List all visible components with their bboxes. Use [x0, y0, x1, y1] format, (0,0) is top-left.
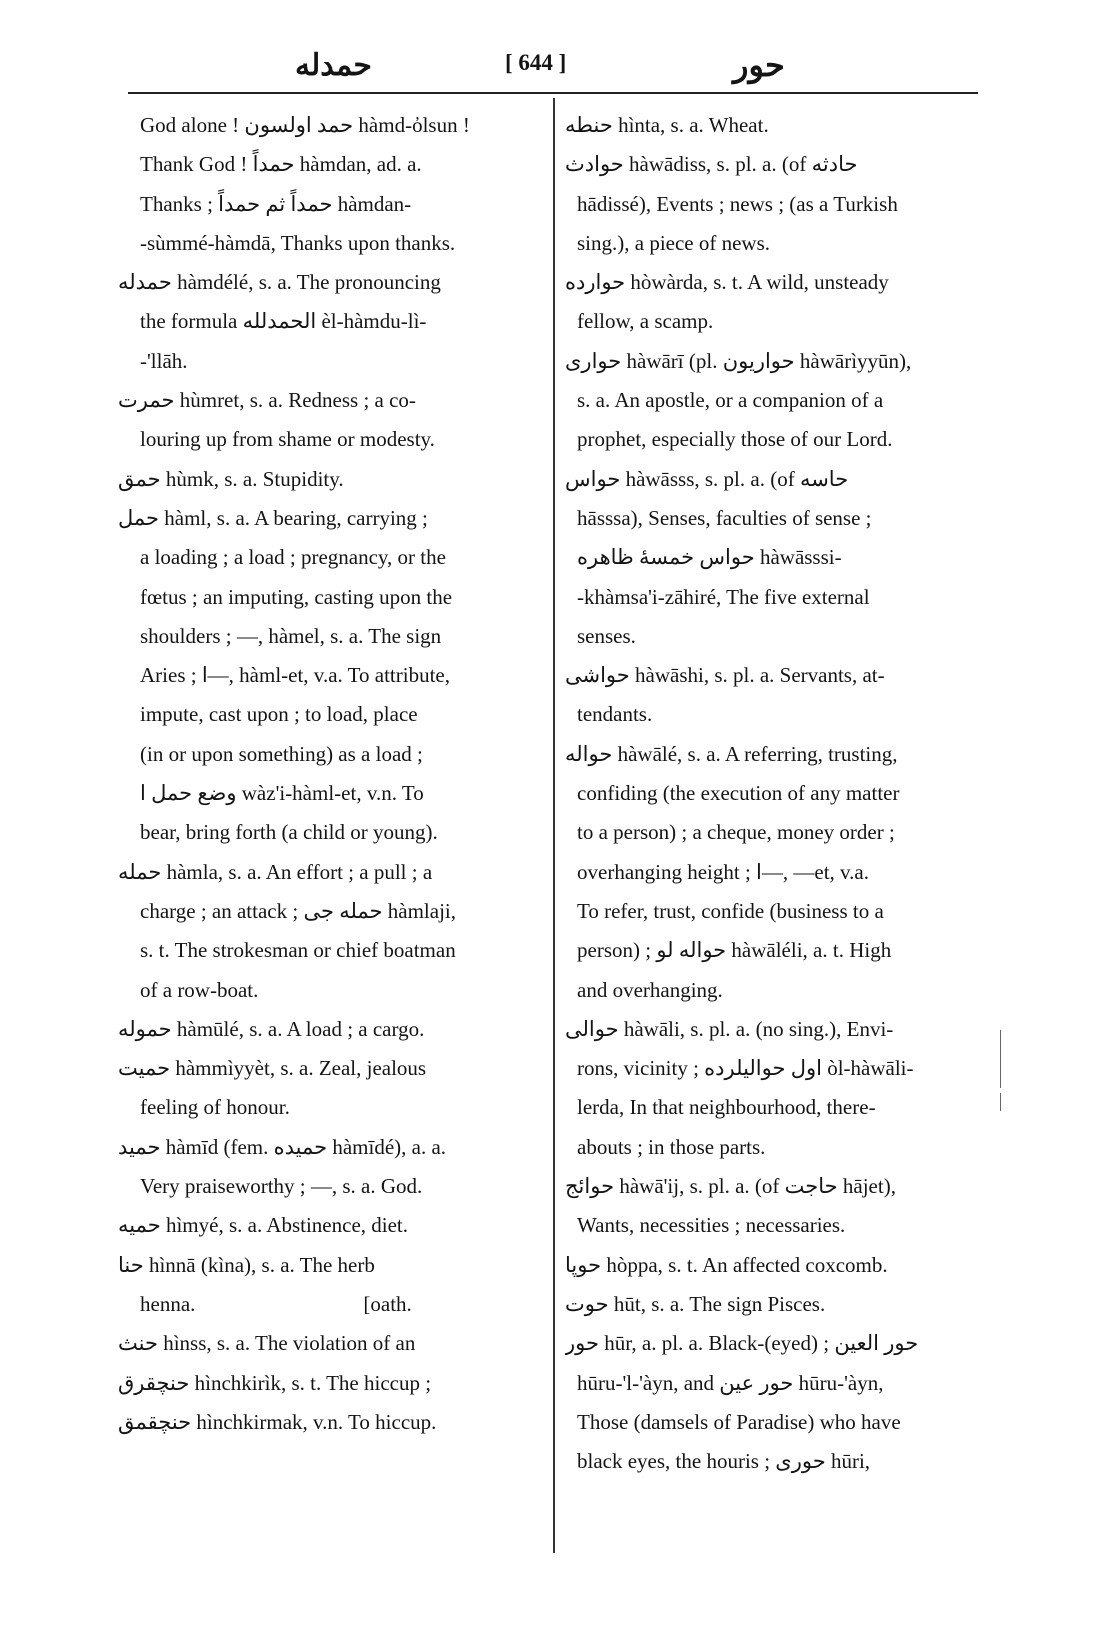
margin-mark — [1000, 1030, 1001, 1088]
text-line: s. t. The strokesman or chief boatman — [140, 938, 456, 963]
text-line: Very praiseworthy ; —, s. a. God. — [140, 1174, 423, 1199]
text-line: حواس خمسهٔ ظاهره hàwāsssi- — [577, 545, 842, 570]
entry-line: حنچقمق hìnchkirmak, v.n. To hiccup. — [118, 1409, 437, 1434]
text-line: abouts ; in those parts. — [577, 1134, 766, 1159]
text-line: shoulders ; —, hàmel, s. a. The sign — [140, 623, 442, 648]
text-line: the formula الحمدلله èl-hàmdu-lì- — [140, 309, 427, 334]
entry-line: حمرت hùmret, s. a. Redness ; a co- — [118, 388, 416, 413]
left-column — [118, 106, 537, 1442]
text-line: hūru-'l-'àyn, and حور عین hūru-'àyn, — [577, 1370, 884, 1395]
text-line: charge ; an attack ; حمله جی hàmlaji, — [140, 898, 457, 923]
text-line: louring up from shame or modesty. — [140, 427, 435, 452]
text-line: feeling of honour. — [140, 1095, 290, 1120]
entry-line: حوادث hàwādiss, s. pl. a. (of حادثه — [565, 152, 858, 177]
text-line: وضع حمل ا wàz'i-hàml-et, v.n. To — [140, 781, 424, 806]
text-line: hādissé), Events ; news ; (as a Turkish — [577, 191, 898, 216]
text-line: of a row-boat. — [140, 977, 259, 1002]
text-line: to a person) ; a cheque, money order ; — [577, 820, 895, 845]
left-running-headword: حمدله — [295, 49, 372, 82]
text-line: Those (damsels of Paradise) who have — [577, 1409, 901, 1434]
text-line: henna. [oath. — [140, 1291, 412, 1316]
entry-line: حنچقرق hìnchkirìk, s. t. The hiccup ; — [118, 1370, 432, 1395]
entry-line: حوپا hòppa, s. t. An affected coxcomb. — [565, 1252, 888, 1277]
text-line: Thanks ; حمداً ثم حمداً hàmdan- — [140, 191, 412, 216]
entry-line: حموله hàmūlé, s. a. A load ; a cargo. — [118, 1016, 425, 1041]
text-line: Thank God ! حمداً hàmdan, ad. a. — [140, 152, 422, 177]
text-line: impute, cast upon ; to load, place — [140, 702, 418, 727]
entry-line: حنطه hìnta, s. a. Wheat. — [565, 113, 769, 137]
text-line: God alone ! حمد اولسون hàmd-ὀlsun ! — [140, 113, 470, 137]
entry-line: حوت hūt, s. a. The sign Pisces. — [565, 1291, 826, 1316]
text-line: -khàmsa'i-zāhiré, The five external — [577, 584, 870, 609]
text-line: s. a. An apostle, or a companion of a — [577, 388, 884, 413]
text-line: black eyes, the houris ; حوری hūri, — [577, 1449, 871, 1474]
entry-line: حواری hàwārī (pl. حواریون hàwārìyyūn), — [565, 348, 912, 373]
text-line: Aries ; ا—, hàml-et, v.a. To attribute, — [140, 663, 450, 688]
text-line: fœtus ; an imputing, casting upon the — [140, 584, 453, 609]
entry-line: حواله hàwālé, s. a. A referring, trusting, — [565, 741, 898, 766]
entry-line: حنا hìnnā (kìna), s. a. The herb — [118, 1252, 375, 1277]
header-rule — [128, 92, 978, 94]
entry-line: حواشی hàwāshi, s. pl. a. Servants, at- — [565, 663, 885, 688]
entry-line: حواس hàwāsss, s. pl. a. (of حاسه — [565, 466, 849, 491]
entry-line: حمدله hàmdélé, s. a. The pronouncing — [118, 270, 441, 295]
text-line: hāsssa), Senses, faculties of sense ; — [577, 505, 872, 530]
text-line: Wants, necessities ; necessaries. — [577, 1213, 846, 1238]
entry-line: حوالی hàwāli, s. pl. a. (no sing.), Envi- — [565, 1016, 894, 1041]
text-line: confiding (the execution of any matter — [577, 781, 900, 806]
text-line: To refer, trust, confide (business to a — [577, 898, 884, 923]
text-line: sing.), a piece of news. — [577, 230, 771, 255]
entry-line: حمله hàmla, s. a. An effort ; a pull ; a — [118, 859, 433, 884]
entry-line: حمید hàmīd (fem. حمیده hàmīdé), a. a. — [118, 1134, 447, 1159]
column-divider — [553, 98, 555, 1553]
text-line: prophet, especially those of our Lord. — [577, 427, 893, 452]
text-line: overhanging height ; ا—, —et, v.a. — [577, 859, 870, 884]
text-line: and overhanging. — [577, 977, 723, 1002]
entry-line: حمل hàml, s. a. A bearing, carrying ; — [118, 505, 428, 530]
text-line: bear, bring forth (a child or young). — [140, 820, 438, 845]
margin-mark — [1000, 1093, 1001, 1111]
page-header — [135, 40, 970, 92]
text-line: -sùmmé-hàmdā, Thanks upon thanks. — [140, 230, 456, 255]
entry-line: حور hūr, a. pl. a. Black-(eyed) ; حور العین — [565, 1331, 919, 1356]
entry-line: حمیه hìmyé, s. a. Abstinence, diet. — [118, 1213, 409, 1238]
entry-line: حمق hùmk, s. a. Stupidity. — [118, 466, 344, 491]
right-column — [565, 106, 985, 1481]
text-line: tendants. — [577, 702, 653, 727]
right-running-headword: حور — [733, 47, 785, 83]
text-line: -'llāh. — [140, 348, 188, 373]
text-line: fellow, a scamp. — [577, 309, 714, 334]
text-line: lerda, In that neighbourhood, there- — [577, 1095, 876, 1120]
text-line: (in or upon something) as a load ; — [140, 741, 423, 766]
entry-line: حمیت hàmmìyyèt, s. a. Zeal, jealous — [118, 1056, 427, 1081]
entry-line: حوارده hòwàrda, s. t. A wild, unsteady — [565, 270, 889, 295]
text-line: person) ; حواله لو hàwāléli, a. t. High — [577, 938, 892, 963]
page-number: [ 644 ] — [505, 50, 567, 75]
text-line: senses. — [577, 623, 636, 648]
entry-line: حنث hìnss, s. a. The violation of an — [118, 1331, 416, 1356]
text-line: rons, vicinity ; اول حوالیلرده òl-hàwāli- — [577, 1056, 914, 1081]
entry-line: حوائج hàwā'ij, s. pl. a. (of حاجت hājet), — [565, 1174, 896, 1199]
text-line: a loading ; a load ; pregnancy, or the — [140, 545, 446, 570]
